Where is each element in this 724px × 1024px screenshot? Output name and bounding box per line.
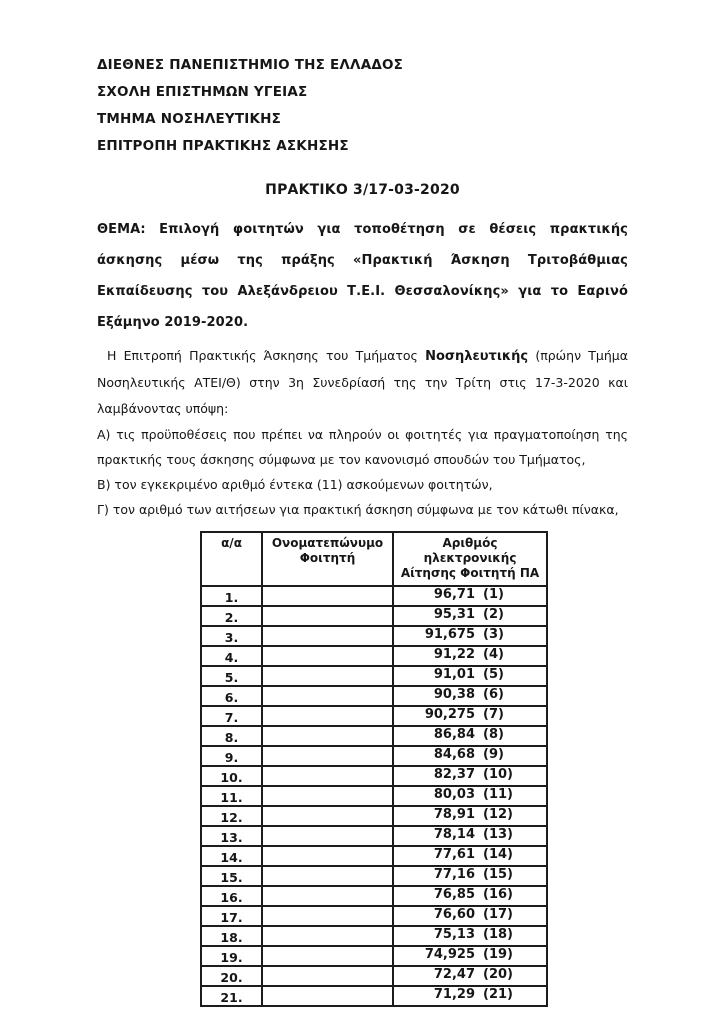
application-number-cell bbox=[393, 866, 547, 886]
row-index-cell: 16. bbox=[201, 886, 262, 906]
table-row bbox=[201, 806, 547, 826]
application-number-cell bbox=[393, 586, 547, 606]
application-score: 86,84 bbox=[433, 727, 475, 742]
col-header-application-number: Αριθμός ηλεκτρονικής Αίτησης Φοιτητή ΠΑ bbox=[393, 532, 547, 586]
table-row bbox=[201, 686, 547, 706]
application-score: 96,71 bbox=[433, 587, 475, 602]
application-rank: (4) bbox=[483, 647, 504, 662]
application-rank: (15) bbox=[483, 867, 513, 882]
student-name-cell bbox=[262, 906, 393, 926]
application-score: 78,14 bbox=[433, 827, 475, 842]
item-a: Α) τις προϋποθέσεις που πρέπει να πληρούν οι φοιτητές για πραγματοποίηση της πρακτικής τους άσκησης σύμφωνα με τον κανονισμό σπουδών του Τμήματος, bbox=[97, 427, 628, 467]
row-index-cell: 3. bbox=[201, 626, 262, 646]
row-index-cell: 6. bbox=[201, 686, 262, 706]
student-name-cell bbox=[262, 866, 393, 886]
letterhead-university: ΔΙΕΘΝΕΣ ΠΑΝΕΠΙΣΤΗΜΙΟ ΤΗΣ ΕΛΛΑΔΟΣ bbox=[97, 57, 404, 73]
applications-table-body bbox=[201, 586, 547, 1006]
student-name-cell bbox=[262, 966, 393, 986]
application-number-cell bbox=[393, 766, 547, 786]
application-rank: (10) bbox=[483, 767, 513, 782]
application-number-cell bbox=[393, 786, 547, 806]
table-row bbox=[201, 846, 547, 866]
student-name-cell bbox=[262, 786, 393, 806]
student-name-cell bbox=[262, 586, 393, 606]
application-score: 91,22 bbox=[433, 647, 475, 662]
application-score: 72,47 bbox=[433, 967, 475, 982]
row-index-cell: 2. bbox=[201, 606, 262, 626]
table-row bbox=[201, 786, 547, 806]
application-number-cell bbox=[393, 666, 547, 686]
student-name-cell bbox=[262, 806, 393, 826]
item-b: Β) τον εγκεκριμένο αριθμό έντεκα (11) ασκούμενων φοιτητών, bbox=[97, 477, 493, 492]
application-rank: (12) bbox=[483, 807, 513, 822]
row-index-cell: 13. bbox=[201, 826, 262, 846]
application-score: 84,68 bbox=[433, 747, 475, 762]
table-row bbox=[201, 926, 547, 946]
table-row bbox=[201, 766, 547, 786]
application-score: 77,16 bbox=[433, 867, 475, 882]
application-rank: (7) bbox=[483, 707, 504, 722]
row-index-cell: 10. bbox=[201, 766, 262, 786]
document-title: ΠΡΑΚΤΙΚΟ 3/17-03-2020 bbox=[265, 182, 460, 198]
intro-text-after: (πρώην Τμήμα Νοσηλευτικής ΑΤΕΙ/Θ) στην 3η Συνεδρίασή της την Τρίτη στις 17-3-2020 και λαμβάνοντας υπόψη: bbox=[97, 348, 629, 416]
row-index-cell: 18. bbox=[201, 926, 262, 946]
letterhead-department: ΤΜΗΜΑ ΝΟΣΗΛΕΥΤΙΚΗΣ bbox=[97, 111, 282, 127]
table-row bbox=[201, 906, 547, 926]
application-number-cell bbox=[393, 826, 547, 846]
row-index-cell: 4. bbox=[201, 646, 262, 666]
student-name-cell bbox=[262, 886, 393, 906]
application-rank: (2) bbox=[483, 607, 504, 622]
subject-paragraph: ΘΕΜΑ: Επιλογή φοιτητών για τοποθέτηση σε θέσεις πρακτικής άσκησης μέσω της πράξης «Πρακτική Άσκηση Τριτοβάθμιας Εκπαίδευσης του Αλεξάνδρειου Τ.Ε.Ι. Θεσσαλονίκης» για το Εαρινό Εξάμηνο 2019-2020. bbox=[97, 222, 628, 330]
application-rank: (5) bbox=[483, 667, 504, 682]
application-number-cell bbox=[393, 906, 547, 926]
application-rank: (21) bbox=[483, 987, 513, 1002]
table-row bbox=[201, 866, 547, 886]
application-rank: (20) bbox=[483, 967, 513, 982]
application-number-cell bbox=[393, 686, 547, 706]
application-rank: (19) bbox=[483, 947, 513, 962]
letterhead-school: ΣΧΟΛΗ ΕΠΙΣΤΗΜΩΝ ΥΓΕΙΑΣ bbox=[97, 84, 308, 100]
application-rank: (8) bbox=[483, 727, 504, 742]
row-index-cell: 21. bbox=[201, 986, 262, 1006]
application-rank: (3) bbox=[483, 627, 504, 642]
student-name-cell bbox=[262, 726, 393, 746]
student-name-cell bbox=[262, 746, 393, 766]
application-number-cell bbox=[393, 726, 547, 746]
table-row bbox=[201, 706, 547, 726]
application-rank: (6) bbox=[483, 687, 504, 702]
row-index-cell: 5. bbox=[201, 666, 262, 686]
table-row bbox=[201, 666, 547, 686]
table-row bbox=[201, 826, 547, 846]
application-rank: (1) bbox=[483, 587, 504, 602]
student-name-cell bbox=[262, 626, 393, 646]
application-rank: (17) bbox=[483, 907, 513, 922]
student-name-cell bbox=[262, 706, 393, 726]
application-score: 75,13 bbox=[433, 927, 475, 942]
application-score: 71,29 bbox=[433, 987, 475, 1002]
table-header-row bbox=[201, 532, 547, 586]
student-name-cell bbox=[262, 686, 393, 706]
student-name-cell bbox=[262, 946, 393, 966]
application-score: 76,85 bbox=[433, 887, 475, 902]
application-number-cell bbox=[393, 706, 547, 726]
table-row bbox=[201, 606, 547, 626]
application-score: 95,31 bbox=[433, 607, 475, 622]
item-c: Γ) τον αριθμό των αιτήσεων για πρακτική άσκηση σύμφωνα με τον κάτωθι πίνακα, bbox=[97, 502, 619, 517]
letterhead-committee: ΕΠΙΤΡΟΠΗ ΠΡΑΚΤΙΚΗΣ ΑΣΚΗΣΗΣ bbox=[97, 138, 349, 154]
row-index-cell: 12. bbox=[201, 806, 262, 826]
table-row bbox=[201, 746, 547, 766]
application-score: 91,675 bbox=[424, 627, 475, 642]
application-score: 91,01 bbox=[433, 667, 475, 682]
row-index-cell: 19. bbox=[201, 946, 262, 966]
intro-paragraph bbox=[97, 343, 628, 422]
row-index-cell: 14. bbox=[201, 846, 262, 866]
table-row bbox=[201, 886, 547, 906]
application-number-cell bbox=[393, 946, 547, 966]
table-row bbox=[201, 626, 547, 646]
application-number-cell bbox=[393, 646, 547, 666]
application-number-cell bbox=[393, 626, 547, 646]
application-number-cell bbox=[393, 746, 547, 766]
table-row bbox=[201, 966, 547, 986]
student-name-cell bbox=[262, 986, 393, 1006]
intro-text-before: Η Επιτροπή Πρακτικής Άσκησης του Τμήματος bbox=[107, 348, 426, 363]
application-number-cell bbox=[393, 966, 547, 986]
row-index-cell: 17. bbox=[201, 906, 262, 926]
application-rank: (9) bbox=[483, 747, 504, 762]
letterhead bbox=[97, 52, 628, 160]
row-index-cell: 11. bbox=[201, 786, 262, 806]
application-score: 82,37 bbox=[433, 767, 475, 782]
student-name-cell bbox=[262, 606, 393, 626]
application-score: 76,60 bbox=[433, 907, 475, 922]
row-index-cell: 9. bbox=[201, 746, 262, 766]
student-name-cell bbox=[262, 766, 393, 786]
application-score: 78,91 bbox=[433, 807, 475, 822]
application-rank: (16) bbox=[483, 887, 513, 902]
col-header-index: α/α bbox=[201, 532, 262, 586]
applications-table bbox=[200, 531, 548, 1007]
student-name-cell bbox=[262, 926, 393, 946]
table-row bbox=[201, 946, 547, 966]
row-index-cell: 7. bbox=[201, 706, 262, 726]
application-score: 90,275 bbox=[424, 707, 475, 722]
application-number-cell bbox=[393, 926, 547, 946]
student-name-cell bbox=[262, 646, 393, 666]
application-rank: (18) bbox=[483, 927, 513, 942]
application-score: 80,03 bbox=[433, 787, 475, 802]
table-row bbox=[201, 646, 547, 666]
application-number-cell bbox=[393, 986, 547, 1006]
application-score: 77,61 bbox=[433, 847, 475, 862]
application-number-cell bbox=[393, 846, 547, 866]
table-row bbox=[201, 986, 547, 1006]
table-row bbox=[201, 726, 547, 746]
application-rank: (13) bbox=[483, 827, 513, 842]
col-header-student-name: Ονοματεπώνυμο Φοιτητή bbox=[262, 532, 393, 586]
student-name-cell bbox=[262, 846, 393, 866]
intro-bold-department: Νοσηλευτικής bbox=[425, 349, 529, 364]
row-index-cell: 8. bbox=[201, 726, 262, 746]
row-index-cell: 1. bbox=[201, 586, 262, 606]
application-rank: (11) bbox=[483, 787, 513, 802]
table-row bbox=[201, 586, 547, 606]
application-rank: (14) bbox=[483, 847, 513, 862]
application-score: 74,925 bbox=[424, 947, 475, 962]
application-score: 90,38 bbox=[433, 687, 475, 702]
student-name-cell bbox=[262, 666, 393, 686]
application-number-cell bbox=[393, 606, 547, 626]
student-name-cell bbox=[262, 826, 393, 846]
row-index-cell: 15. bbox=[201, 866, 262, 886]
application-number-cell bbox=[393, 886, 547, 906]
row-index-cell: 20. bbox=[201, 966, 262, 986]
application-number-cell bbox=[393, 806, 547, 826]
